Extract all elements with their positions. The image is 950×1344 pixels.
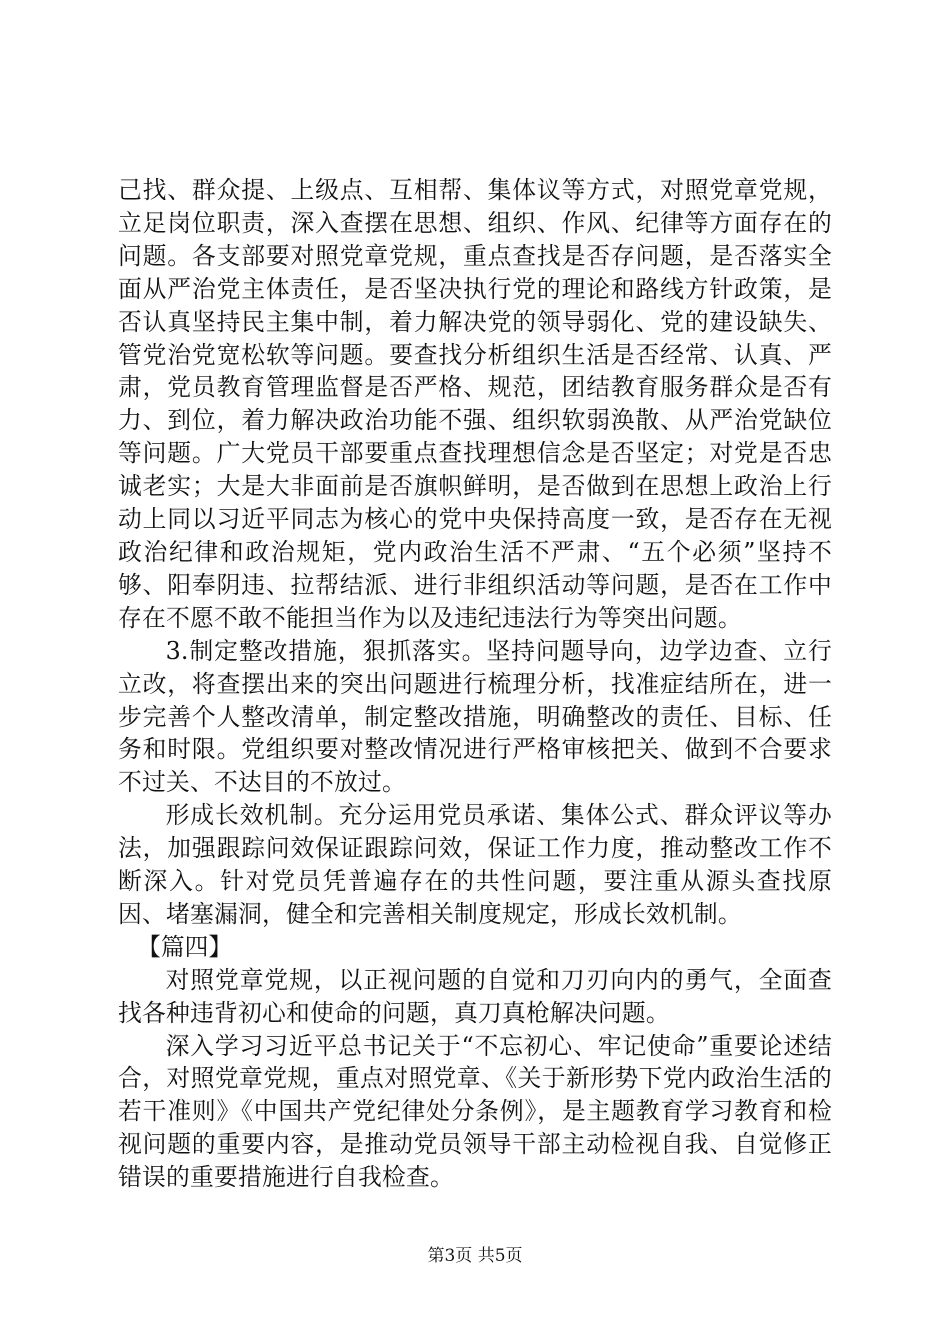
page-footer: 第3页 共5页 [427,1246,523,1266]
paragraph-continued: 己找、群众提、上级点、互相帮、集体议等方式，对照党章党规，立足岗位职责，深入查摆在思想、组织、作风、纪律等方面存在的问题。各支部要对照党章党规，重点查找是否存问题，是否落实全面从严治党主体责任，是否坚决执行党的理论和路线方针政策，是否认真坚持民主集中制，着力解决党的领导弱化、党的建设缺失、管党治党宽松软等问题。要查找分析组织生活是否经常、认真、严肃，党员教育管理监督是否严格、规范，团结教育服务群众是否有力、到位，着力解决政治功能不强、组织软弱涣散、从严治党缺位等问题。广大党员干部要重点查找理想信念是否坚定；对党是否忠诚老实；大是大非面前是否旗帜鲜明，是否做到在思想上政治上行动上同以习近平同志为核心的党中央保持高度一致，是否存在无视政治纪律和政治规矩，党内政治生活不严肃、“五个必须”坚持不够、阳奉阴违、拉帮结派、进行非组织活动等问题，是否在工作中存在不愿不敢不能担当作为以及违纪违法行为等突出问题。 [118,176,832,632]
document-body [118,174,832,1194]
paragraph-in-depth-study: 深入学习习近平总书记关于“不忘初心、牢记使命”重要论述结合，对照党章党规，重点对照党章、《关于新形势下党内政治生活的若干准则》《中国共产党纪律处分条例》，是主题教育学习教育和检视问题的重要内容，是推动党员领导干部主动检视自我、自觉修正错误的重要措施进行自我检查。 [118,1031,832,1192]
section-heading: 【篇四】 [137,932,233,961]
paragraph-self-examination: 对照党章党规，以正视问题的自觉和刀刃向内的勇气，全面查找各种违背初心和使命的问题，真刀真枪解决问题。 [118,965,832,1027]
paragraph-long-term-mechanism: 形成长效机制。充分运用党员承诺、集体公式、群众评议等办法，加强跟踪问效保证跟踪问效，保证工作力度，推动整改工作不断深入。针对党员凭普遍存在的共性问题，要注重从源头查找原因、堵塞漏洞，健全和完善相关制度规定，形成长效机制。 [118,801,832,928]
paragraph-rectification-measures: 3.制定整改措施，狠抓落实。坚持问题导向，边学边查、立行立改，将查摆出来的突出问题进行梳理分析，找准症结所在，进一步完善个人整改清单，制定整改措施，明确整改的责任、目标、任务和时限。党组织要对整改情况进行严格审核把关、做到不合要求不过关、不达目的不放过。 [118,636,832,797]
